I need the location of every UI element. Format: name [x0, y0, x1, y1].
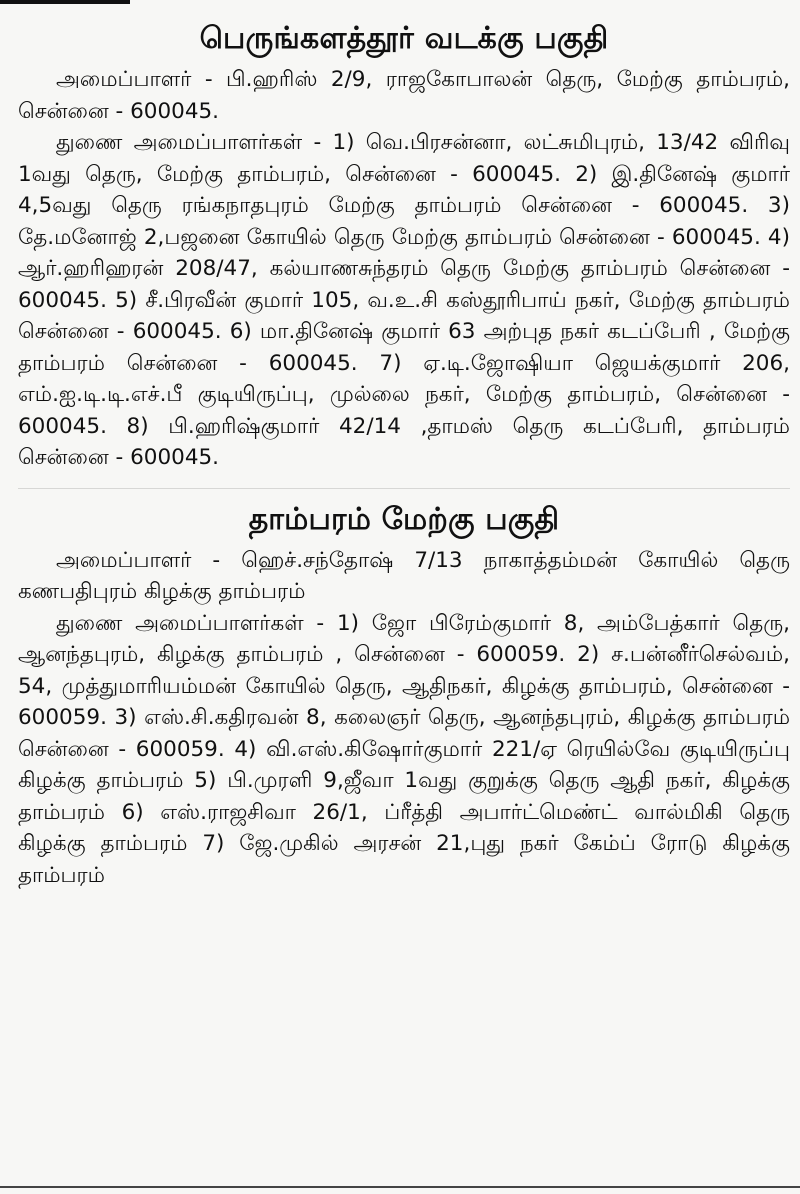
- news-column: [18, 14, 790, 891]
- section-heading: தாம்பரம் மேற்கு பகுதி: [248, 501, 560, 537]
- section-perungalathur-north: [18, 14, 790, 474]
- deputy-organizers-paragraph: துணை அமைப்பாளர்கள் - 1) ஜோ பிரேம்குமார் 8, அம்பேத்கார் தெரு, ஆனந்தபுரம், கிழக்கு தாம்பரம் , சென்னை - 600059. 2) ச.பன்னீர்செல்வம், 54, முத்துமாரியம்மன் கோயில் தெரு, ஆதிநகர், கிழக்கு தாம்பரம், சென்னை - 600059. 3) எஸ்.சி.கதிரவன் 8, கலைஞர் தெரு, ஆனந்தபுரம், கிழக்கு தாம்பரம் சென்னை - 600059. 4) வி.எஸ்.கிஷோர்குமார் 221/ஏ ரெயில்வே குடியிருப்பு கிழக்கு தாம்பரம் 5) பி.முரளி 9,ஜீவா 1வது குறுக்கு தெரு ஆதி நகர், கிழக்கு தாம்பரம் 6) எஸ்.ராஜசிவா 26/1, ப்ரீத்தி அபார்ட்மெண்ட் வால்மிகி தெரு கிழக்கு தாம்பரம் 7) ஜே.முகில் அரசன் 21,புது நகர் கேம்ப் ரோடு கிழக்கு தாம்பரம்: [18, 610, 790, 888]
- organizer-paragraph: அமைப்பாளர் - ஹெச்.சந்தோஷ் 7/13 நாகாத்தம்மன் கோயில் தெரு கணபதிபுரம் கிழக்கு தாம்பரம்: [18, 547, 790, 604]
- section-tambaram-west: [18, 488, 790, 892]
- section-heading: பெருங்களத்தூர் வடக்கு பகுதி: [199, 21, 609, 56]
- organizer-paragraph: அமைப்பாளர் - பி.ஹரிஸ் 2/9, ராஜகோபாலன் தெரு, மேற்கு தாம்பரம், சென்னை - 600045.: [18, 67, 790, 124]
- deputy-organizers-paragraph: துணை அமைப்பாளர்கள் - 1) வெ.பிரசன்னா, லட்சுமிபுரம், 13/42 விரிவு 1வது தெரு, மேற்கு தாம்பரம், சென்னை - 600045. 2) இ.தினேஷ் குமார் 4,5வது தெரு ரங்கநாதபுரம் மேற்கு தாம்பரம் சென்னை - 600045. 3) தே.மனோஜ் 2,பஜனை கோயில் தெரு மேற்கு தாம்பரம் சென்னை - 600045. 4) ஆர்.ஹரிஹரன் 208/47, கல்யாணசுந்தரம் தெரு மேற்கு தாம்பரம் சென்னை - 600045. 5) சீ.பிரவீன் குமார் 105, வ.உ.சி கஸ்தூரிபாய் நகர், மேற்கு தாம்பரம் சென்னை - 600045. 6) மா.தினேஷ் குமார் 63 அற்புத நகர் கடப்பேரி , மேற்கு தாம்பரம் சென்னை - 600045. 7) ஏ.டி.ஜோஷியா ஜெயக்குமார் 206, எம்.ஐ.டி.டி.எச்.பீ குடியிருப்பு, முல்லை நகர், மேற்கு தாம்பரம், சென்னை - 600045. 8) பி.ஹரிஷ்குமார் 42/14 ,தாமஸ் தெரு கடப்பேரி, தாம்பரம் சென்னை - 600045.: [18, 130, 790, 470]
- bottom-divider: [0, 1186, 800, 1188]
- top-divider: [0, 0, 130, 4]
